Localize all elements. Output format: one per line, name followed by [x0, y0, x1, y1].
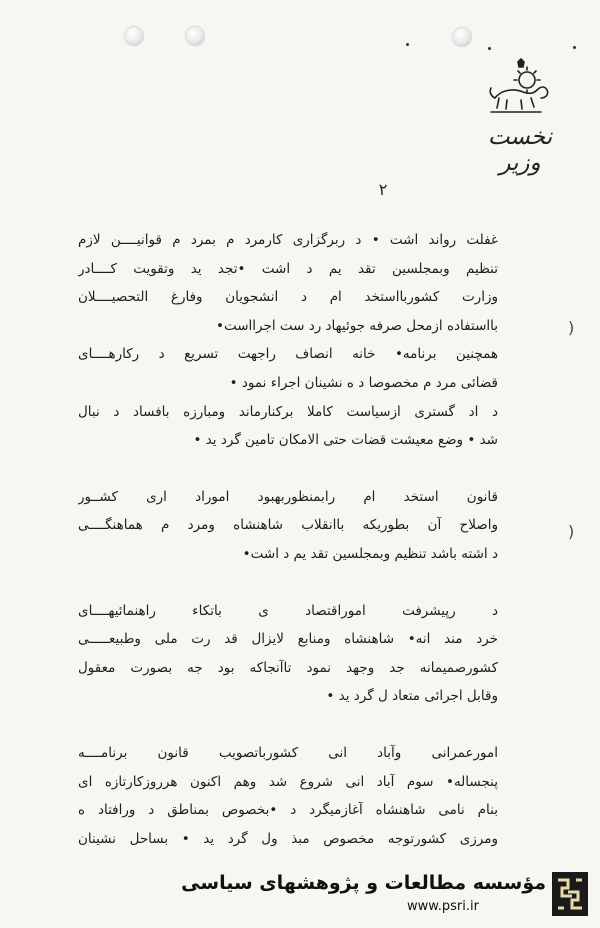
text-line: واصلاح آن بطوریکه باانقلاب شاهنشاه ومرد م هماهنگــــی [78, 517, 498, 534]
text-line: قانون استخد ام رابمنظوربهبود اموراد اری کشــور [78, 488, 498, 505]
text-line: پنجساله• سوم آباد انی شروع شد وهم اکنون هرروزکارتازه ای [78, 773, 498, 790]
paper-speck [406, 43, 409, 46]
text-line: کشورصمیمانه جد وجهد نمود تاآنجاکه بود جه بصورت معقول [78, 659, 498, 676]
text-line: وقابل اجرائی متعاد ل گرد ید • [326, 688, 498, 705]
text-line: خرد مند انه• شاهنشاه ومنابع لایزال قد رت ملی وطبیعـــــی [78, 631, 498, 648]
punch-hole [453, 28, 471, 46]
text-line: ومرزی کشورتوجه مخصوص مبذ ول گرد ید • بساحل نشینان [78, 830, 498, 847]
text-line: امورعمرانی وآباد انی کشورباتصویب قانون برنامــــه [78, 744, 498, 761]
paragraph-gap [78, 711, 498, 739]
punch-hole [186, 27, 204, 45]
text-line: د اشته باشد تنظیم وبمجلسین تقد یم د اشت• [242, 545, 498, 562]
paragraph-2 [78, 483, 498, 569]
text-line: د رپیشرفت اموراقتصاد ی باتکاء راهنمائیهــــای [78, 602, 498, 619]
text-line: تنظیم وبمجلسین تقد یم د اشت •تجد ید وتقویت کــــادر [78, 260, 498, 277]
text-line: بنام نامی شاهنشاه آغازمیگرد د •بخصوص بمناطق د ورافتاد ه [78, 802, 498, 819]
letter-body [78, 226, 498, 853]
paragraph-1 [78, 226, 498, 455]
header-title: نخست وزیر [487, 124, 553, 176]
page-number: ۲ [378, 180, 388, 199]
text-line: وزارت کشوربااستخد ام د انشجویان وفارغ التحصیــــلان [78, 289, 498, 306]
margin-bracket-mark: ) [568, 318, 575, 337]
margin-bracket-mark: ) [568, 522, 575, 541]
institute-url[interactable]: www.psri.ir [407, 899, 479, 914]
text-line: د اد گستری ازسیاست کاملا برکنارماند ومبارزه بافساد د نبال [78, 403, 498, 420]
paragraph-gap [78, 569, 498, 597]
institute-name: مؤسسه مطالعات و پژوهشهای سیاسی [181, 872, 546, 894]
lion-and-sun-emblem-icon [485, 58, 555, 116]
punch-hole [125, 27, 143, 45]
text-line: همچنین برنامه• خانه انصاف راجهت تسریع د رکارهــــای [78, 346, 498, 363]
paragraph-3 [78, 597, 498, 711]
text-line: بااستفاده ازمحل صرفه جوئیهاد رد ست اجرااست• [216, 317, 498, 334]
paper-speck [488, 47, 491, 50]
institute-logo-icon [552, 872, 588, 916]
text-line: غفلت رواند اشت • د ربرگزاری کارمرد م بمرد م قوانیــــن لازم [78, 232, 498, 248]
paragraph-gap [78, 455, 498, 483]
text-line: شد • وضع معیشت قضات حتی الامکان تامین گرد ید • [193, 432, 498, 449]
paragraph-4 [78, 739, 498, 853]
text-line: قضائی مرد م مخصوصا د ه نشینان اجراء نمود • [229, 374, 498, 391]
paper-speck [573, 46, 576, 49]
